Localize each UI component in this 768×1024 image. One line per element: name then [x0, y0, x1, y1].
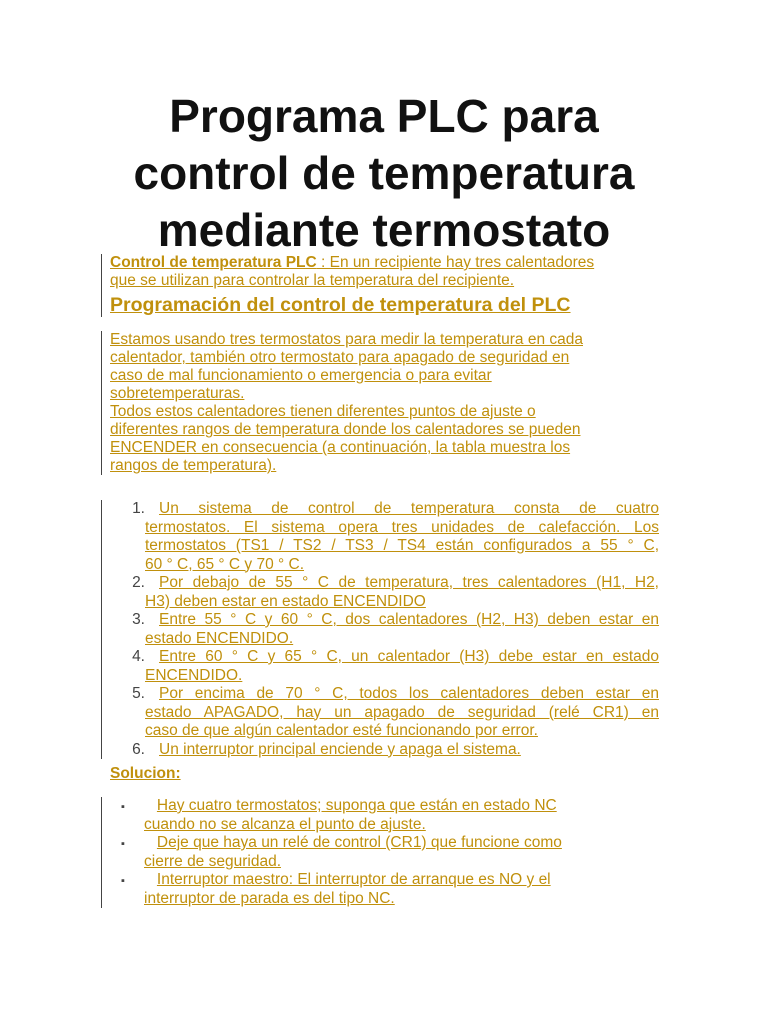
section-heading-link[interactable]: Programación del control de temperatura del PLC: [110, 294, 571, 316]
title-line: mediante termostato: [157, 204, 611, 256]
paragraph-line[interactable]: Todos estos calentadores tienen diferentes puntos de ajuste o: [110, 403, 536, 420]
list-number: 1.: [132, 500, 145, 517]
list-item-link[interactable]: estado APAGADO, hay un apagado de seguridad (relé CR1) en: [145, 703, 659, 721]
list-item: [102, 574, 659, 611]
intro-bold-label: Control de temperatura PLC: [110, 254, 317, 271]
list-item-link[interactable]: 60 ° C, 65 ° C y 70 ° C.: [145, 555, 305, 573]
solution-label[interactable]: [110, 765, 181, 783]
list-item-link[interactable]: caso de que algún calentador esté funcionando por error.: [145, 722, 538, 739]
list-item: [102, 871, 622, 908]
numbered-list: [101, 500, 659, 759]
square-bullet-icon: ▪: [121, 838, 125, 850]
list-number: 5.: [132, 685, 145, 702]
document-title: [60, 88, 708, 259]
paragraph-line[interactable]: sobretemperaturas.: [110, 385, 245, 402]
intro-text: que se utilizan para controlar la temperatura del recipiente.: [110, 272, 515, 289]
list-item-link[interactable]: H3) deben estar en estado ENCENDIDO: [145, 592, 426, 610]
list-item-link[interactable]: ENCENDIDO.: [145, 666, 243, 684]
intro-block: [101, 254, 662, 317]
list-item-link[interactable]: Entre 60 ° C y 65 ° C, un calentador (H3) debe estar en estado: [159, 648, 659, 665]
list-item: [102, 741, 659, 760]
square-bullet-icon: ▪: [121, 875, 125, 887]
list-item: [102, 685, 659, 741]
list-item: [102, 648, 659, 685]
list-item: [102, 834, 622, 871]
paragraph-line[interactable]: caso de mal funcionamiento o emergencia o para evitar: [110, 367, 492, 384]
paragraph-line[interactable]: diferentes rangos de temperatura donde los calentadores se pueden: [110, 421, 581, 438]
list-item-link[interactable]: Por debajo de 55 ° C de temperatura, tres calentadores (H1, H2,: [159, 574, 659, 591]
list-item-link[interactable]: Entre 55 ° C y 60 ° C, dos calentadores (H2, H3) deben estar en: [159, 611, 659, 628]
list-number: 6.: [132, 740, 145, 758]
bullet-item-link[interactable]: cuando no se alcanza el punto de ajuste.: [144, 815, 426, 833]
solution-link[interactable]: Solucion:: [110, 765, 181, 782]
paragraph-line[interactable]: Estamos usando tres termostatos para medir la temperatura en cada: [110, 331, 583, 348]
list-item-link[interactable]: estado ENCENDIDO.: [145, 629, 294, 647]
list-item: [102, 500, 659, 574]
square-bullet-icon: ▪: [121, 801, 125, 813]
intro-text: : En un recipiente hay tres calentadores: [316, 254, 595, 271]
bullet-list: [101, 797, 622, 908]
bullet-item-link[interactable]: Deje que haya un relé de control (CR1) que funcione como: [156, 834, 562, 851]
description-paragraph: [101, 331, 670, 475]
bullet-item-link[interactable]: Interruptor maestro: El interruptor de arranque es NO y el: [156, 871, 551, 888]
paragraph-line[interactable]: calentador, también otro termostato para apagado de seguridad en: [110, 349, 570, 366]
paragraph-line[interactable]: rangos de temperatura).: [110, 457, 277, 474]
list-item-link[interactable]: Por encima de 70 ° C, todos los calentadores deben estar en: [159, 685, 659, 702]
list-item-link[interactable]: Un sistema de control de temperatura consta de cuatro: [159, 500, 659, 517]
list-number: 3.: [132, 611, 145, 628]
list-number: 2.: [132, 574, 145, 591]
bullet-item-link[interactable]: interruptor de parada es del tipo NC.: [144, 889, 395, 907]
title-line: control de temperatura: [133, 147, 635, 199]
bullet-item-link[interactable]: Hay cuatro termostatos; suponga que están en estado NC: [156, 797, 557, 814]
bullet-item-link[interactable]: cierre de seguridad.: [144, 852, 281, 870]
intro-link[interactable]: [110, 254, 594, 289]
list-number: 4.: [132, 648, 145, 665]
list-item-link[interactable]: termostatos. El sistema opera tres unidades de calefacción. Los: [145, 518, 659, 536]
list-item: [102, 797, 622, 834]
title-line: Programa PLC para: [169, 90, 599, 142]
paragraph-line[interactable]: ENCENDER en consecuencia (a continuación, la tabla muestra los: [110, 439, 571, 456]
list-item: [102, 611, 659, 648]
list-item-link[interactable]: Un interruptor principal enciende y apaga el sistema.: [159, 740, 521, 758]
list-item-link[interactable]: termostatos (TS1 / TS2 / TS3 / TS4 están configurados a 55 ° C,: [145, 537, 659, 554]
